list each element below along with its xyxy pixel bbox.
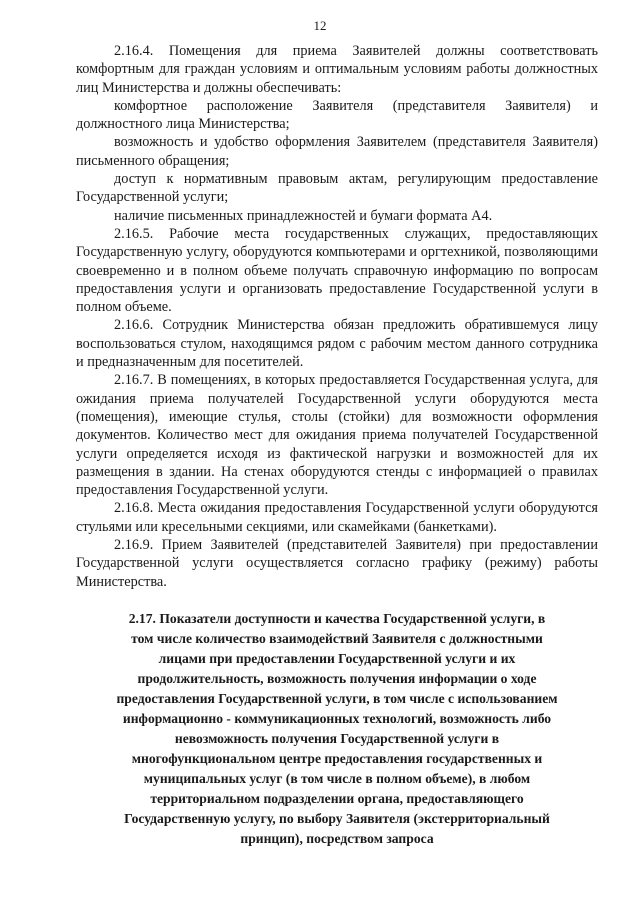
list-item-legal-acts-access: доступ к нормативным правовым актам, регулирующим предоставление Государственной услуги; xyxy=(76,171,598,206)
page-number: 12 xyxy=(313,18,327,33)
paragraph-2-16-7: 2.16.7. В помещениях, в которых предоставляется Государственная услуга, для ожидания приема получателей Государственной услуги оборудуются места (помещения), имеющие стулья, столы (стойки) для возможности оформления документов. Количество мест для ожидания приема получателей Государственной услуги определяется исходя из фактической нагрузки и возможностей для их размещения в здании. На стенах оборудуются стенды с информацией о правилах предоставления Государственной услуги. xyxy=(76,372,598,499)
list-item-writing-supplies: наличие письменных принадлежностей и бумаги формата А4. xyxy=(114,207,493,224)
paragraph-2-16-9: 2.16.9. Прием Заявителей (представителей Заявителя) при предоставлении Государственной услуги осуществляется согласно графику (режиму) работы Министерства. xyxy=(76,537,598,590)
paragraph-2-16-5: 2.16.5. Рабочие места государственных служащих, предоставляющих Государственную услугу, оборудуются компьютерами и оргтехникой, позволяющими своевременно и в полном объеме получать справочную информацию по вопросам предоставления услуги и организовать предоставление Государственной услуги в полном объеме. xyxy=(76,225,598,316)
paragraph-2-16-4: 2.16.4. Помещения для приема Заявителей должны соответствовать комфортным для граждан условиям и оптимальным условиям работы должностных лиц Министерства и должны обеспечивать: xyxy=(76,43,598,96)
paragraph-2-16-6: 2.16.6. Сотрудник Министерства обязан предложить обратившемуся лицу воспользоваться стулом, находящимся рядом с рабочим местом данного сотрудника и предназначенным для посетителей. xyxy=(76,317,598,371)
list-item-written-appeal: возможность и удобство оформления Заявителем (представителя Заявителя) письменного обращения; xyxy=(76,134,598,169)
section-heading-2-17: 2.17. Показатели доступности и качества Государственной услуги, в том числе количество взаимодействий Заявителя с должностными лицами при предоставлении Государственной услуги и их продолжительность, возможность получения информации о ходе предоставления Государственной услуги, в том числе с использованием информационно - коммуникационных технологий, возможность либо невозможность получения Государственной услуги в многофункциональном центре предоставления государственных и муниципальных услуг (в том числе в полном объеме), в любом территориальном подразделении органа, предоставляющего Государственную услугу, по выбору Заявителя (экстерриториальный принцип), посредством запроса xyxy=(116,610,558,846)
list-item-comfortable-placement: комфортное расположение Заявителя (представителя Заявителя) и должностного лица Министерства; xyxy=(76,97,598,133)
document-body xyxy=(76,42,598,849)
paragraph-2-16-8: 2.16.8. Места ожидания предоставления Государственной услуги оборудуются стульями или кресельными секциями, или скамейками (банкетками). xyxy=(76,500,598,535)
